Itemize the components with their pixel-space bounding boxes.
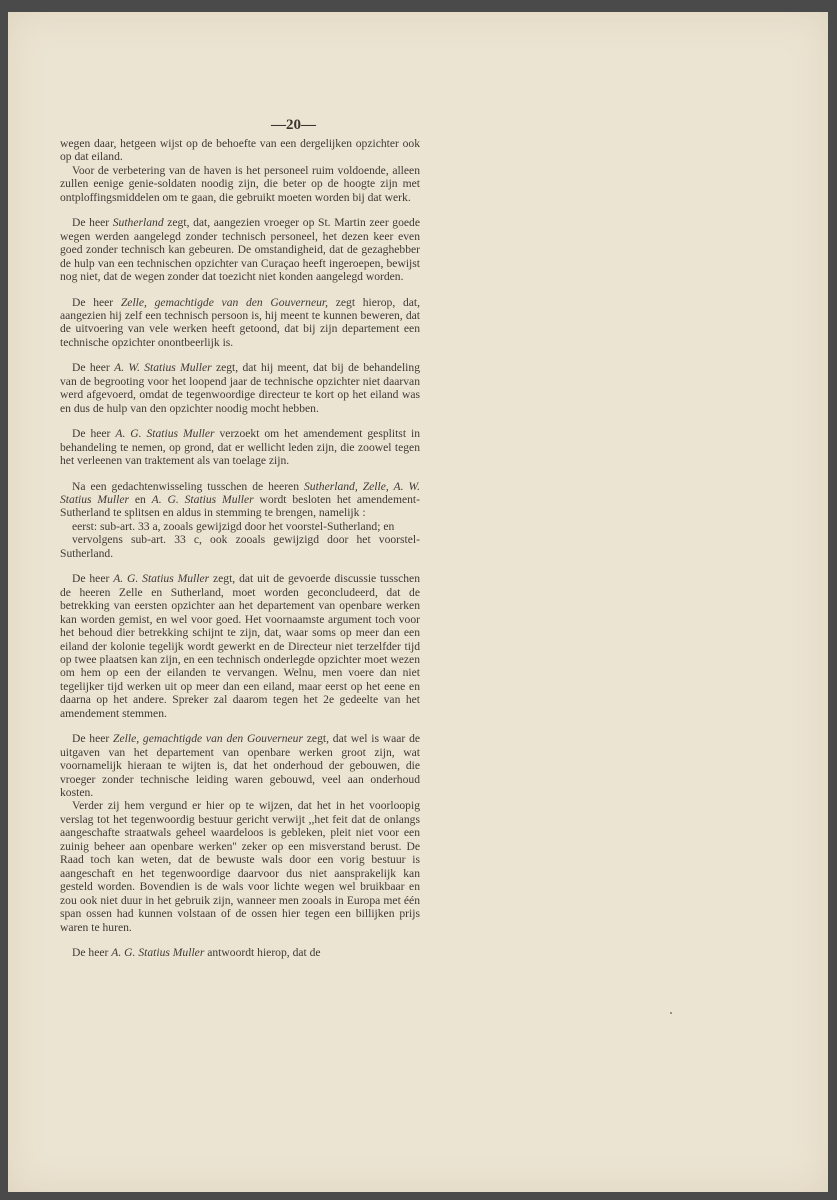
paragraph	[60, 427, 420, 467]
paragraph-text: De heer	[72, 732, 114, 746]
paragraph	[60, 572, 420, 720]
speaker-name: A. G. Statius Muller	[113, 572, 210, 586]
paragraph	[60, 799, 420, 934]
speaker-name: A. G. Statius Muller	[111, 946, 205, 960]
paragraph-text: eerst: sub-art. 33 a, zooals gewijzigd door het voorstel-Sutherland; en	[72, 519, 395, 533]
paragraph-text: zegt, dat hij meent, dat bij de behandeling van de begrooting voor het loopend jaar de technische opzichter niet daarvan werd afgevoerd, omdat de tegenwoordige directeur te kort op het eiland was en dus de hulp van den opzichter noodig mocht hebben.	[60, 361, 420, 415]
paper-speck	[670, 1012, 672, 1014]
paragraph	[60, 216, 420, 283]
paragraph	[60, 164, 420, 204]
paragraph	[60, 480, 420, 520]
speaker-name: Zelle, gemachtigde van den Gouverneur	[113, 732, 303, 746]
paragraph-text: Verder zij hem vergund er hier op te wijzen, dat het in het voorloopig verslag tot het tegenwoordig bestuur gericht verwijt ,,het feit dat de onlangs aangeschafte straatwals geheel waardeloos is gebleken, pleit niet voor een zuinig beheer aan openbare werken'' zeker op een misverstand berust. De Raad toch kan weten, dat de bewuste wals door een vorig bestuur is aangeschaft en het tegenwoordige daarvoor dus niet aansprakelijk kan gesteld worden. Bovendien is de wals voor lichte wegen wel bruikbaar en zou ook niet duur in het gebruik zijn, wanneer men zooals in Europa met één span ossen had kunnen volstaan of de ossen hier tegen een billijken prijs waren te huren.	[60, 799, 420, 934]
paragraph-text: antwoordt hierop, dat de	[204, 946, 321, 960]
speaker-name: A. G. Statius Muller	[151, 492, 254, 506]
paragraph	[60, 946, 420, 959]
paragraph-text: Na een gedachtenwisseling tusschen de heeren	[72, 479, 304, 493]
paragraph-text: verzoekt om het amendement gesplitst in behandeling te nemen, op grond, dat er wellicht leden zijn, die zoowel tegen het verleenen van traktement als van toelage zijn.	[60, 427, 420, 468]
paragraph-text: vervolgens sub-art. 33 c, ook zooals gewijzigd door het voorstel-Sutherland.	[60, 533, 420, 560]
paragraph-text: zegt hierop, dat, aangezien hij zelf een technisch persoon is, hij meent te kunnen beweren, dat de uitvoering van vele werken heeft getoond, dat bij zijn departement een technische opzichter onontbeerlijk is.	[60, 295, 421, 349]
paragraph	[60, 296, 420, 350]
paragraph-text: De heer	[72, 572, 114, 586]
paragraph	[60, 137, 420, 164]
paragraph-text: zegt, dat uit de gevoerde discussie tusschen de heeren Zelle en Sutherland, moet worden geconcludeerd, dat de betrekking van eersten opzichter aan het departement van openbare werken kan worden gemist, en wel voor goed. Het voornaamste argument toch voor het behoud dier betrekking schijnt te zijn, dat, waar soms op meer dan een eiland der kolonie tegelijk wordt gewerkt en de Directeur niet terzelfder tijd op twee plaatsen kan zijn, en een technisch onderlegde opzichter moet wezen om hem op een der eilanden te vervangen. Welnu, men voere dan niet tegelijker tijd werken uit op meer dan een eiland, maar eerst op het eene en daarna op het andere. Spreker zal daarom tegen het 2e gedeelte van het amendement stemmen.	[60, 572, 420, 720]
paragraph-text: De heer	[72, 295, 121, 309]
paragraph-text: wegen daar, hetgeen wijst op de behoefte van een dergelijken opzichter ook op dat eiland.	[60, 137, 420, 164]
paragraph-text: zegt, dat, aangezien vroeger op St. Martin zeer goede wegen werden aangelegd zonder technisch personeel, het dezen keer even goed zonder technisch kan gebeuren. De omstandigheid, dat de gezaghebber de hulp van een technischen opzichter van Curaçao heeft ingeroepen, bewijst nog niet, dat de wegen zonder dat toezicht niet konden aangelegd worden.	[60, 216, 420, 284]
speaker-name: Zelle, gemachtigde van den Gouverneur,	[120, 295, 329, 309]
paragraph-text: Voor de verbetering van de haven is het personeel ruim voldoende, alleen zullen eenige genie-soldaten noodig zijn, die beter op de hoogte zijn met ontploffingsmiddelen om te gaan, die gebruikt moeten worden bij dat werk.	[60, 163, 420, 204]
speaker-name: A. W. Statius Muller	[114, 361, 212, 375]
paragraph	[60, 732, 420, 799]
paragraph	[60, 520, 420, 533]
body-text	[60, 137, 420, 959]
paragraph-text: De heer	[72, 361, 115, 375]
paragraph-text: De heer	[72, 946, 112, 960]
paragraph	[60, 533, 420, 560]
speaker-name: A. G. Statius Muller	[115, 427, 215, 441]
paragraph-text: De heer	[72, 427, 116, 441]
paragraph-text: wordt besloten het amendement-Sutherland te splitsen en aldus in stemming te brengen, namelijk :	[60, 492, 420, 520]
speaker-name: Sutherland, Zelle, A. W. Statius Muller	[60, 479, 420, 506]
speaker-name: Sutherland	[112, 216, 164, 230]
paragraph	[60, 361, 420, 415]
paragraph-text: zegt, dat wel is waar de uitgaven van het departement van openbare werken groot zijn, wat voornamelijk hieraan te wijten is, dat het onderhoud der gebouwen, die vroeger zonder technische leiding waren gebouwd, veel aan onderhoud kosten.	[60, 732, 421, 800]
document-page	[8, 12, 828, 1192]
paragraph-text: De heer	[72, 216, 113, 230]
paragraph-text: en	[128, 492, 152, 506]
page-number: —20—	[271, 117, 316, 133]
